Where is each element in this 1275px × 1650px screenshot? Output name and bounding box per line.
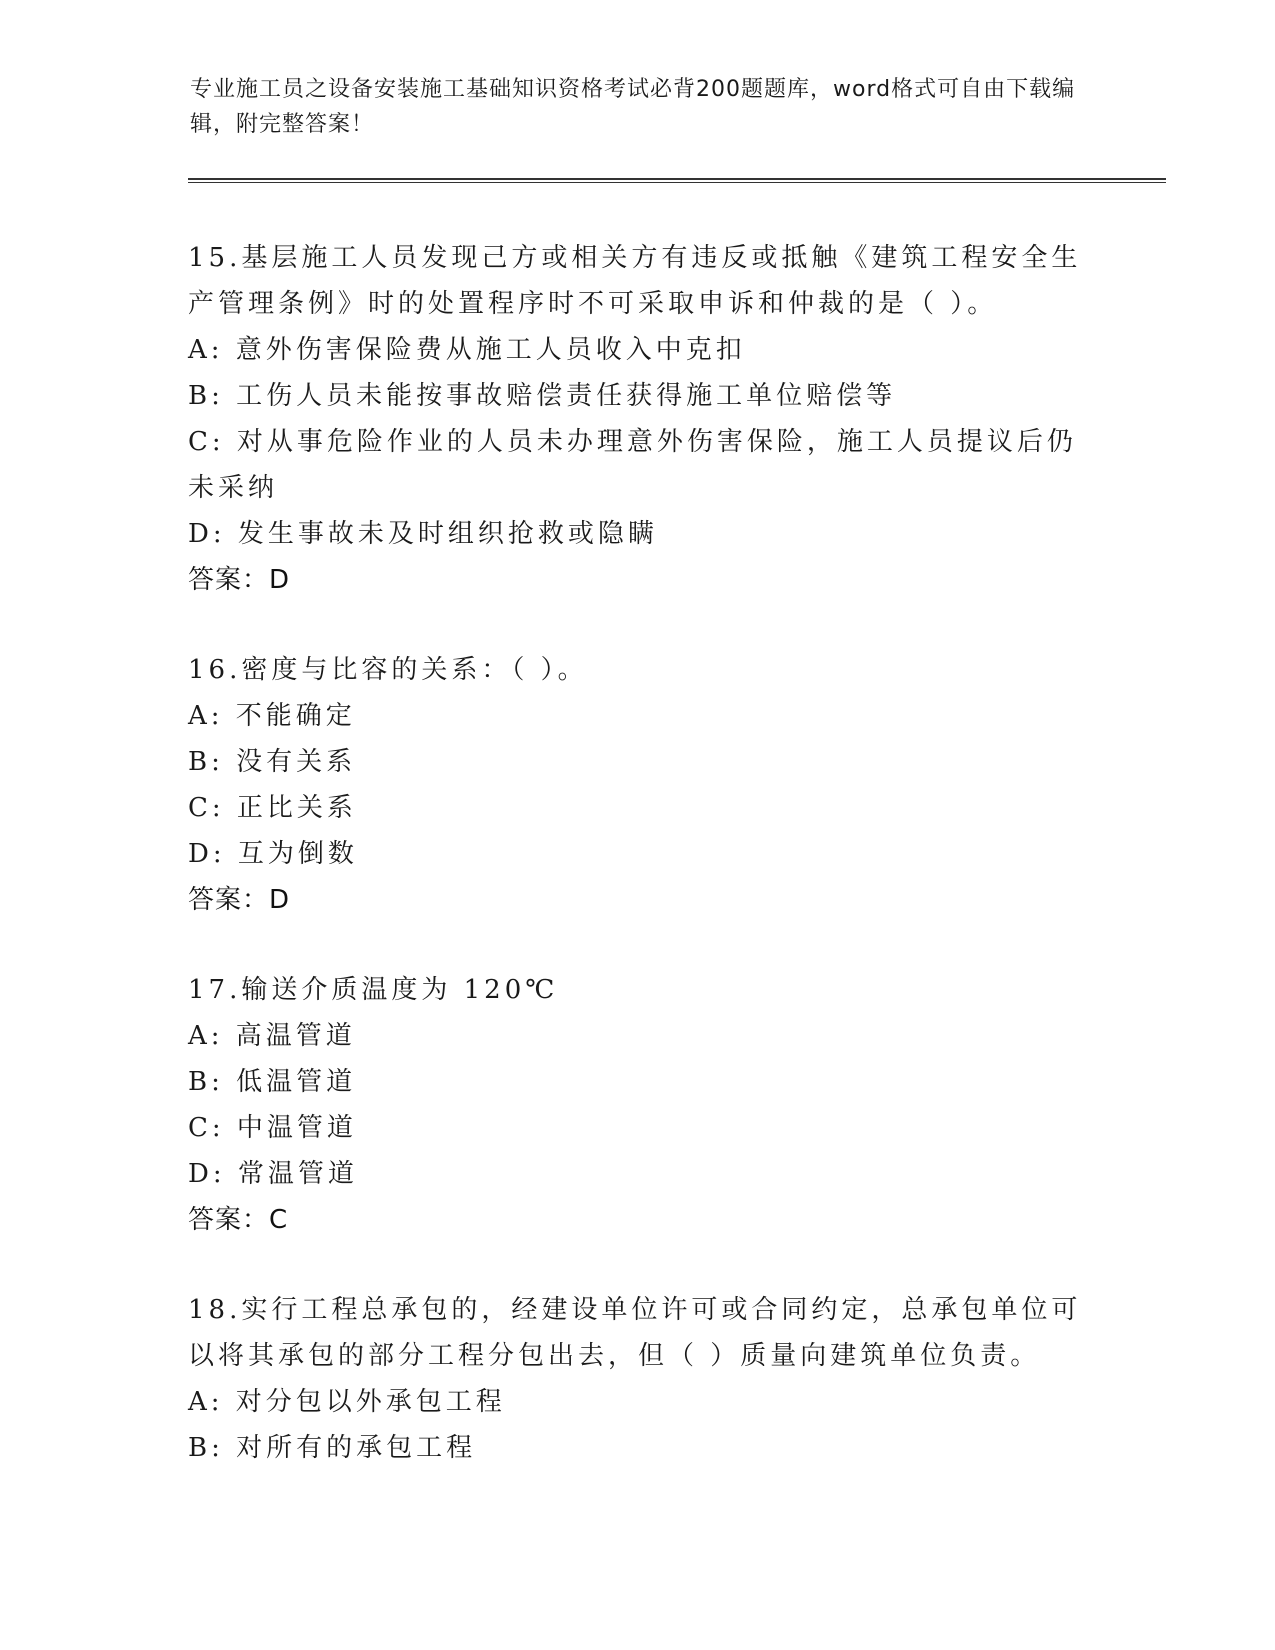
question-stem: 15.基层施工人员发现己方或相关方有违反或抵触《建筑工程安全生产管理条例》时的处置程序时不可采取申诉和仲裁的是（ ）。 xyxy=(188,243,1082,319)
question-stem: 16.密度与比容的关系：（ ）。 xyxy=(188,655,588,685)
option-d: D: 发生事故未及时组织抢救或隐瞒 xyxy=(188,519,658,549)
document-header: 专业施工员之设备安装施工基础知识资格考试必背200题题库，word格式可自由下载编辑，附完整答案！ xyxy=(190,77,1076,137)
option-a: A: 高温管道 xyxy=(188,1021,356,1051)
question-stem: 17.输送介质温度为 120℃ xyxy=(188,975,559,1005)
question-list xyxy=(188,235,1088,1515)
question-16 xyxy=(188,647,1088,923)
question-stem: 18.实行工程总承包的，经建设单位许可或合同约定，总承包单位可以将其承包的部分工程分包出去，但（ ）质量向建筑单位负责。 xyxy=(188,1295,1082,1371)
answer-line: 答案：C xyxy=(188,1205,289,1235)
option-c: C: 正比关系 xyxy=(188,793,357,823)
option-b: B: 工伤人员未能按事故赔偿责任获得施工单位赔偿等 xyxy=(188,381,897,411)
option-c: C: 中温管道 xyxy=(188,1113,357,1143)
header-divider xyxy=(188,178,1166,183)
answer-line: 答案：D xyxy=(188,885,291,915)
option-b: B: 对所有的承包工程 xyxy=(188,1433,477,1463)
question-17 xyxy=(188,967,1088,1243)
option-b: B: 低温管道 xyxy=(188,1067,357,1097)
option-a: A: 对分包以外承包工程 xyxy=(188,1387,506,1417)
option-d: D: 互为倒数 xyxy=(188,839,358,869)
option-a: A: 不能确定 xyxy=(188,701,356,731)
option-c: C: 对从事危险作业的人员未办理意外伤害保险，施工人员提议后仍未采纳 xyxy=(188,427,1077,503)
option-d: D: 常温管道 xyxy=(188,1159,358,1189)
answer-line: 答案：D xyxy=(188,565,291,595)
option-a: A: 意外伤害保险费从施工人员收入中克扣 xyxy=(188,335,746,365)
question-18 xyxy=(188,1287,1088,1471)
option-b: B: 没有关系 xyxy=(188,747,357,777)
question-15 xyxy=(188,235,1088,603)
